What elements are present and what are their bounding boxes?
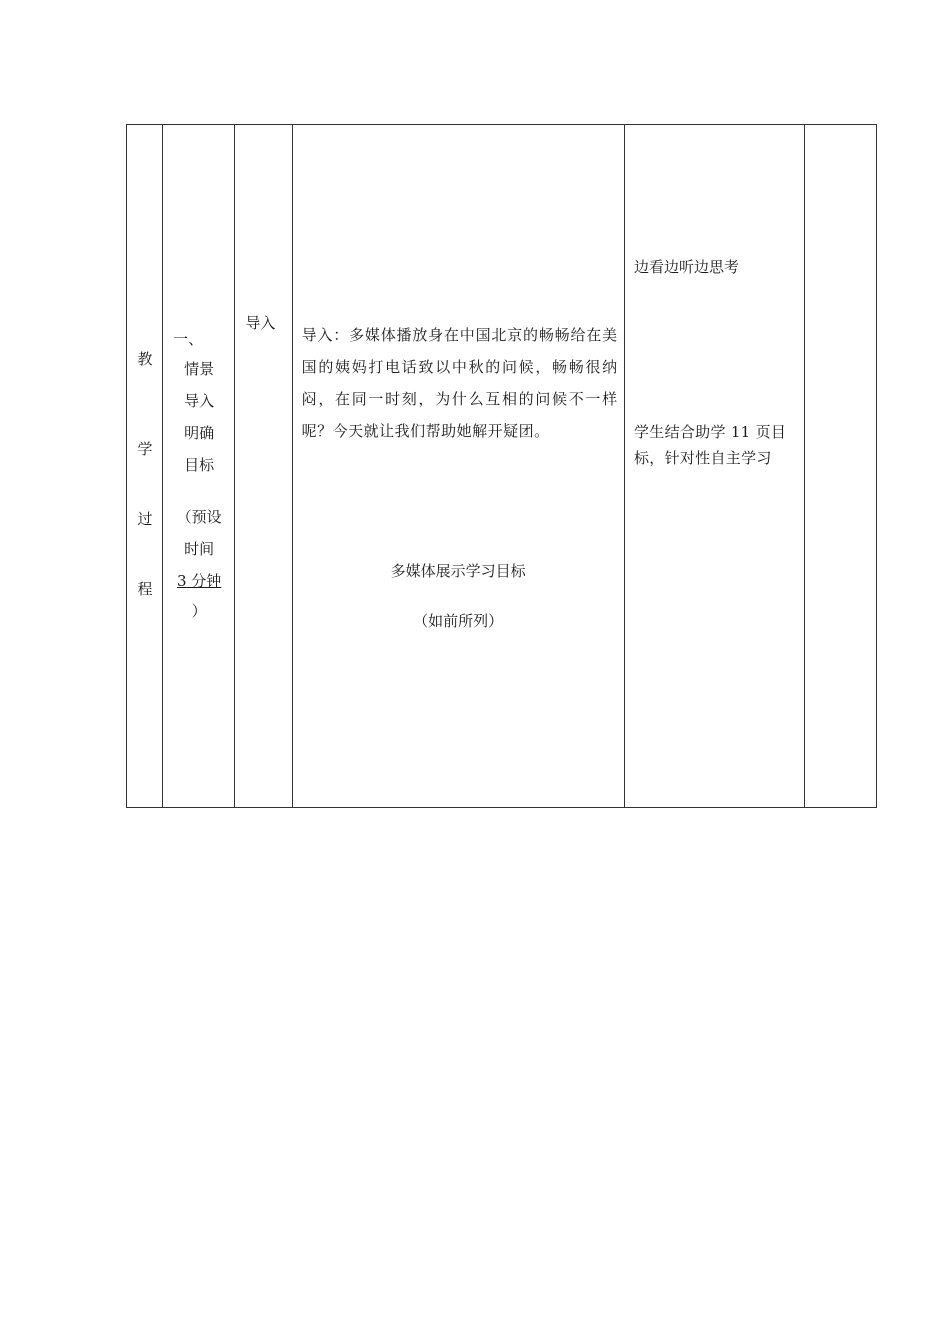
student-activity-2: 学生结合助学 11 页目标，针对性自主学习 (633, 423, 787, 467)
section-char: 过 (137, 510, 153, 528)
intro-paragraph: 导入：多媒体播放身在中国北京的畅畅给在美国的姨妈打电话致以中秋的问候，畅畅很纳闷，在同一时刻，为什么互相的问候不一样呢？今天就让我们帮助她解开疑团。 (301, 326, 618, 440)
table-row (127, 125, 877, 808)
stage-cell (163, 125, 235, 808)
preset-open: （预设 (176, 508, 222, 526)
preset-time-label: 时间 (184, 540, 215, 558)
lesson-plan-table (126, 124, 877, 808)
phase-cell (235, 125, 292, 808)
phase-label: 导入 (245, 314, 276, 332)
teacher-activity-cell (292, 125, 624, 808)
stage-line: 导入 (184, 392, 215, 410)
section-cell (127, 125, 163, 808)
preset-duration: 3 分钟 (176, 572, 222, 590)
show-objectives-text: 多媒体展示学习目标 (390, 562, 526, 580)
as-listed-text: （如前所列） (413, 612, 504, 630)
section-char: 程 (137, 580, 153, 598)
stage-number: 一、 (173, 330, 204, 348)
student-activity-1: 边看边听边思考 (633, 258, 739, 276)
student-activity-cell (624, 125, 804, 808)
preset-close: ） (191, 602, 207, 620)
stage-line: 明确 (184, 424, 215, 442)
section-char: 教 (137, 350, 153, 368)
section-char: 学 (137, 440, 153, 458)
stage-line: 情景 (184, 360, 215, 378)
stage-line: 目标 (184, 456, 215, 474)
notes-cell (804, 125, 876, 808)
